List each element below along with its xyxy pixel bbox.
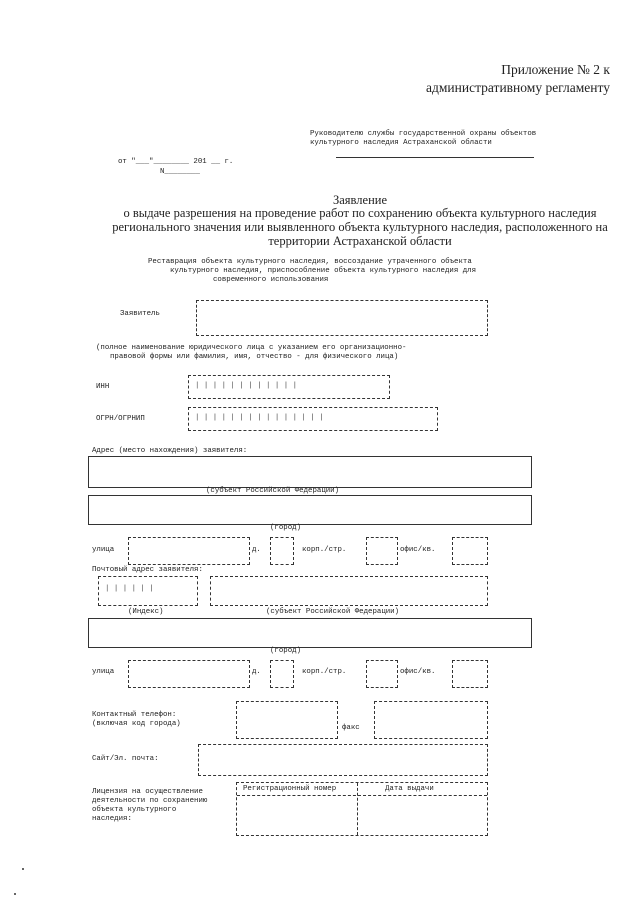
- address-street-label: улица: [92, 546, 115, 554]
- document-heading: Заявление: [332, 193, 387, 207]
- license-label-4: наследия:: [92, 815, 132, 823]
- fax-field[interactable]: [374, 701, 488, 739]
- inn-label: ИНН: [96, 383, 110, 391]
- license-reg-number-field[interactable]: [239, 797, 355, 833]
- license-label-1: Лицензия на осуществление: [92, 788, 203, 796]
- inn-field[interactable]: [188, 375, 390, 399]
- appendix-line-1: Приложение № 2 к: [501, 62, 610, 77]
- addressee-line-2: культурного наследия Астраханской области: [310, 139, 492, 147]
- license-label-3: объекта культурного: [92, 806, 177, 814]
- license-table-header-rule: [237, 795, 487, 796]
- postal-label: Почтовый адрес заявителя:: [92, 566, 203, 574]
- applicant-note-1: (полное наименование юридического лица с указанием его организационно-: [96, 344, 407, 352]
- address-street-field[interactable]: [128, 537, 250, 565]
- license-reg-number-header: Регистрационный номер: [243, 785, 337, 793]
- postal-building-label: корп./стр.: [302, 668, 347, 676]
- postal-city-caption: (город): [270, 647, 302, 655]
- postal-street-field[interactable]: [128, 660, 250, 688]
- license-table-divider: [357, 783, 358, 835]
- address-house-label: д.: [252, 546, 261, 554]
- address-house-field[interactable]: [270, 537, 294, 565]
- scan-mark: [14, 893, 16, 895]
- phone-field[interactable]: [236, 701, 338, 739]
- ogrn-cells: | | | | | | | | | | | | | | |: [195, 414, 324, 422]
- number-line[interactable]: N________: [160, 168, 200, 176]
- appendix-line-2: административному регламенту: [426, 80, 610, 95]
- postal-address-field[interactable]: [210, 576, 488, 606]
- address-label: Адрес (место нахождения) заявителя:: [92, 447, 248, 455]
- phone-label-1: Контактный телефон:: [92, 711, 177, 719]
- work-types-line-3: современного использования: [213, 276, 329, 284]
- address-building-label: корп./стр.: [302, 546, 347, 554]
- license-table: [236, 782, 488, 836]
- title-line-2: регионального значения или выявленного объекта культурного наследия, расположенного на: [112, 220, 608, 234]
- scan-mark: [22, 868, 24, 870]
- address-city-caption: (город): [270, 524, 302, 532]
- license-label-2: деятельности по сохранению: [92, 797, 208, 805]
- applicant-name-field[interactable]: [196, 300, 488, 336]
- postal-house-field[interactable]: [270, 660, 294, 688]
- title-line-3: территории Астраханской области: [268, 234, 452, 248]
- address-city-field[interactable]: [88, 495, 532, 525]
- address-subject-field[interactable]: [88, 456, 532, 488]
- postal-subject-field[interactable]: [88, 618, 532, 648]
- postal-office-label: офис/кв.: [400, 668, 436, 676]
- license-issue-date-field[interactable]: [361, 797, 483, 833]
- site-label: Сайт/Эл. почта:: [92, 755, 159, 763]
- site-email-field[interactable]: [198, 744, 488, 776]
- title-line-1: о выдаче разрешения на проведение работ по сохранению объекта культурного наследия: [123, 206, 597, 220]
- ogrn-label: ОГРН/ОГРНИП: [96, 415, 145, 423]
- address-office-label: офис/кв.: [400, 546, 436, 554]
- date-line[interactable]: от "___"________ 201 __ г.: [118, 158, 234, 166]
- address-building-field[interactable]: [366, 537, 398, 565]
- license-issue-date-header: Дата выдачи: [385, 785, 434, 793]
- postal-office-field[interactable]: [452, 660, 488, 688]
- work-types-line-1: Реставрация объекта культурного наследия, воссоздание утраченного объекта: [148, 258, 472, 266]
- postal-index-caption: (Индекс): [128, 608, 164, 616]
- addressee-line-1: Руководителю службы государственной охраны объектов: [310, 130, 537, 138]
- applicant-note-2: правовой формы или фамилия, имя, отчество - для физического лица): [110, 353, 399, 361]
- postal-subject-caption: (субъект Российской Федерации): [266, 608, 400, 616]
- addressee-signature-line[interactable]: [336, 157, 534, 158]
- fax-label: факс: [342, 724, 360, 732]
- postal-building-field[interactable]: [366, 660, 398, 688]
- ogrn-field[interactable]: [188, 407, 438, 431]
- postal-index-cells: | | | | | |: [105, 585, 154, 593]
- phone-label-2: (включая код города): [92, 720, 181, 728]
- address-subject-caption: (субъект Российской Федерации): [206, 487, 340, 495]
- postal-index-field[interactable]: [98, 576, 198, 606]
- postal-street-label: улица: [92, 668, 115, 676]
- postal-house-label: д.: [252, 668, 261, 676]
- applicant-label: Заявитель: [120, 310, 160, 318]
- work-types-line-2: культурного наследия, приспособление объекта культурного наследия для: [170, 267, 477, 275]
- inn-cells: | | | | | | | | | | | |: [195, 382, 298, 390]
- address-office-field[interactable]: [452, 537, 488, 565]
